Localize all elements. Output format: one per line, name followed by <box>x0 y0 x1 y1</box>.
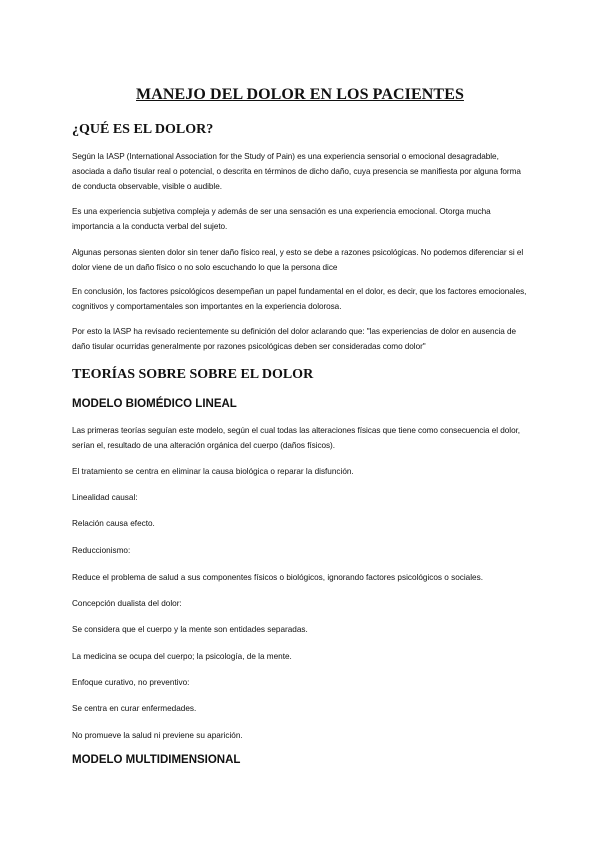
section-heading-teorias: TEORÍAS SOBRE SOBRE EL DOLOR <box>72 367 314 382</box>
list-item-curar-enfermedades: Se centra en curar enfermedades. <box>72 704 197 713</box>
paragraph-iasp-revision: Por esto la IASP ha revisado recientemente su definición del dolor aclarando que: "las experiencias de dolor en ausencia de daño tisular ocurridas generalmente por razones psicológicas deben ser consideradas como dolor" <box>72 327 517 351</box>
list-item-linealidad-causal: Linealidad causal: <box>72 493 138 502</box>
list-item-cuerpo-mente: Se considera que el cuerpo y la mente son entidades separadas. <box>72 625 308 634</box>
paragraph-tratamiento: El tratamiento se centra en eliminar la causa biológica o reparar la disfunción. <box>72 467 354 476</box>
list-item-medicina-psicologia: La medicina se ocupa del cuerpo; la psicología, de la mente. <box>72 652 292 661</box>
subsection-heading-modelo-biomedico: MODELO BIOMÉDICO LINEAL <box>72 398 237 410</box>
list-item-concepcion-dualista: Concepción dualista del dolor: <box>72 599 182 608</box>
list-item-enfoque-curativo: Enfoque curativo, no preventivo: <box>72 678 190 687</box>
list-item-reduce-problema: Reduce el problema de salud a sus componentes físicos o biológicos, ignorando factores psicológicos o sociales. <box>72 573 483 582</box>
list-item-reduccionismo: Reduccionismo: <box>72 546 131 555</box>
paragraph-subjective-experience: Es una experiencia subjetiva compleja y además de ser una sensación es una experiencia emocional. Otorga mucha importancia a la conducta verbal del sujeto. <box>72 207 491 231</box>
list-item-no-promueve-salud: No promueve la salud ni previene su aparición. <box>72 731 243 740</box>
paragraph-conclusion: En conclusión, los factores psicológicos desempeñan un papel fundamental en el dolor, es decir, que los factores emocionales, cognitivos y comportamentales son importantes en la experiencia dolorosa. <box>72 287 527 311</box>
subsection-heading-modelo-multidimensional: MODELO MULTIDIMENSIONAL <box>72 754 241 766</box>
section-heading-que-es-el-dolor: ¿QUÉ ES EL DOLOR? <box>72 122 214 137</box>
page-title: MANEJO DEL DOLOR EN LOS PACIENTES <box>136 86 464 103</box>
paragraph-iasp-definition: Según la IASP (International Association for the Study of Pain) es una experiencia sensorial o emocional desagradable, asociada a daño tisular real o potencial, o descrita en términos de dicho daño, cuya presencia se manifiesta por alguna forma de conducta observable, visible o audible. <box>72 152 521 191</box>
list-item-relacion-causa-efecto: Relación causa efecto. <box>72 519 155 528</box>
paragraph-primeras-teorias: Las primeras teorías seguían este modelo, según el cual todas las alteraciones físicas que tiene como consecuencia el dolor, serían el, resultado de una alteración orgánica del cuerpo (daños físicos). <box>72 426 521 450</box>
paragraph-psychological-reasons: Algunas personas sienten dolor sin tener daño físico real, y esto se debe a razones psicológicas. No podemos diferenciar si el dolor viene de un daño físico o no solo escuchando lo que la persona dice <box>72 248 524 272</box>
